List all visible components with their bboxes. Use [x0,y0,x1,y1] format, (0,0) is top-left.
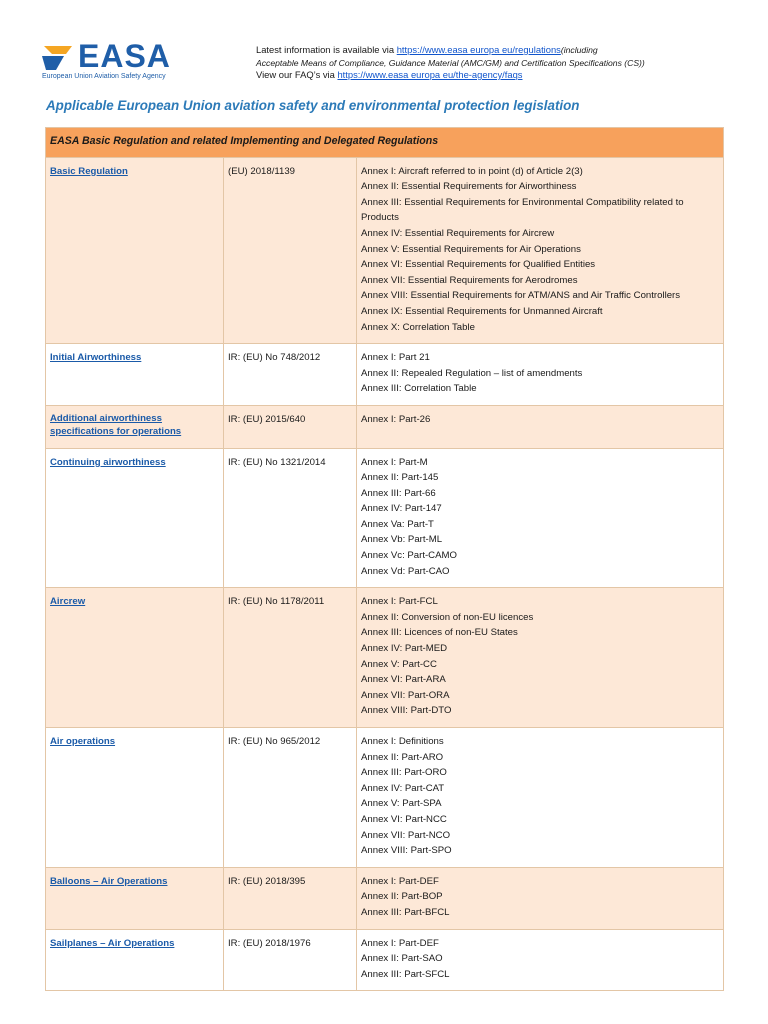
annex-item: Annex V: Part-CC [361,658,437,670]
regulation-reference: IR: (EU) No 748/2012 [224,344,357,406]
easa-logo [42,38,172,84]
table-row [46,405,724,448]
annex-item: Annex VI: Part-ARA [361,674,446,686]
annex-item: Annex VIII: Part-DTO [361,705,452,717]
regulation-link[interactable]: Basic Regulation [50,165,128,177]
table-row [46,929,724,991]
header-line-2: Acceptable Means of Compliance, Guidance Material (AMC/GM) and Certification Specifications (CS)) [256,57,645,68]
annex-item: Annex II: Conversion of non-EU licences [361,611,534,623]
table-row [46,448,724,588]
annex-item: Annex X: Correlation Table [361,321,475,333]
regulation-link[interactable]: Aircrew [50,596,86,608]
annex-list [357,728,724,868]
regulation-link[interactable]: Additional airworthiness specifications for operations [50,412,182,437]
annex-item: Annex III: Licences of non-EU States [361,627,518,639]
table-row [46,588,724,728]
regulation-reference: IR: (EU) 2018/395 [224,867,357,929]
regulation-link[interactable]: Continuing airworthiness [50,456,166,468]
table-row [46,157,724,344]
annex-list [357,344,724,406]
page-title: Applicable European Union aviation safety and environmental protection legislation [46,98,580,113]
annex-item: Annex III: Part-BFCL [361,906,450,918]
regulation-link[interactable]: Sailplanes – Air Operations [50,937,175,949]
annex-item: Annex VII: Part-NCO [361,829,451,841]
regulation-link[interactable]: Air operations [50,736,116,747]
annex-item: Annex VIII: Part-SPO [361,845,452,857]
regulation-name-cell [46,929,224,991]
annex-list [357,405,724,448]
faq-link[interactable]: https://www.easa europa eu/the-agency/faqs [337,69,523,80]
annex-item: Annex II: Part-ARO [361,751,444,763]
annex-item: Annex VI: Essential Requirements for Qualified Entities [361,259,596,271]
annex-item: Annex I: Definitions [361,736,444,747]
annex-item: Annex I: Aircraft referred to in point (d) of Article 2(3) [361,165,583,177]
regulation-reference: IR: (EU) 2015/640 [224,405,357,448]
annex-item: Annex IV: Essential Requirements for Aircrew [361,227,555,239]
annex-item: Annex II: Part-145 [361,472,439,484]
annex-list [357,867,724,929]
regulation-name-cell [46,405,224,448]
annex-list [357,448,724,588]
annex-item: Annex I: Part 21 [361,352,430,364]
regulation-link[interactable]: Initial Airworthiness [50,352,142,364]
regulations-link[interactable]: https://www.easa europa eu/regulations [396,44,561,55]
table-row [46,344,724,406]
annex-item: Annex III: Part-ORO [361,767,447,779]
annex-item: Annex VII: Essential Requirements for Aerodromes [361,274,578,286]
regulation-name-cell [46,867,224,929]
annex-list [357,157,724,344]
annex-list [357,929,724,991]
annex-item: Annex V: Essential Requirements for Air Operations [361,243,581,255]
annex-item: Annex V: Part-SPA [361,798,442,810]
regulation-name-cell [46,157,224,344]
annex-item: Annex II: Part-SAO [361,953,443,965]
section-header-row [46,128,724,158]
header-info [256,44,726,82]
regulation-name-cell [46,588,224,728]
section-header: EASA Basic Regulation and related Implementing and Delegated Regulations [46,128,724,158]
annex-item: Annex III: Essential Requirements for Environmental Compatibility related to Products [361,196,684,224]
regulation-name-cell [46,728,224,868]
annex-item: Annex I: Part-DEF [361,875,439,887]
easa-wing-icon [42,42,76,72]
annex-item: Annex IV: Part-CAT [361,782,445,794]
logo-subtitle: European Union Aviation Safety Agency [42,73,166,80]
regulation-reference: IR: (EU) No 1178/2011 [224,588,357,728]
regulation-name-cell [46,344,224,406]
annex-item: Annex IV: Part-147 [361,503,442,515]
table-row [46,867,724,929]
regulation-reference: (EU) 2018/1139 [224,157,357,344]
annex-item: Annex III: Part-SFCL [361,968,450,980]
annex-item: Annex III: Correlation Table [361,383,477,395]
annex-item: Annex I: Part-DEF [361,937,439,949]
annex-list [357,588,724,728]
annex-item: Annex IV: Part-MED [361,643,448,655]
annex-item: Annex VII: Part-ORA [361,689,450,701]
annex-item: Annex Vd: Part-CAO [361,565,450,577]
annex-item: Annex II: Repealed Regulation – list of amendments [361,367,583,379]
annex-item: Annex Va: Part-T [361,518,434,530]
annex-item: Annex Vb: Part-ML [361,534,443,546]
logo-text: EASA [78,38,171,74]
header-line-1: Latest information is available via https://www.easa europa eu/regulations(including [256,44,598,55]
regulation-reference: IR: (EU) 2018/1976 [224,929,357,991]
regulation-name-cell [46,448,224,588]
annex-item: Annex II: Part-BOP [361,891,443,903]
annex-item: Annex III: Part-66 [361,487,436,499]
regulation-reference: IR: (EU) No 965/2012 [224,728,357,868]
annex-item: Annex IX: Essential Requirements for Unmanned Aircraft [361,305,603,317]
annex-item: Annex I: Part-26 [361,413,431,425]
annex-item: Annex VIII: Essential Requirements for ATM/ANS and Air Traffic Controllers [361,290,681,302]
regulation-link[interactable]: Balloons – Air Operations [50,875,168,887]
table-row [46,728,724,868]
annex-item: Annex II: Essential Requirements for Airworthiness [361,181,577,193]
annex-item: Annex I: Part-FCL [361,596,438,608]
regulation-reference: IR: (EU) No 1321/2014 [224,448,357,588]
annex-item: Annex Vc: Part-CAMO [361,550,457,562]
annex-item: Annex VI: Part-NCC [361,813,447,825]
header-line-3: View our FAQ’s via https://www.easa europa eu/the-agency/faqs [256,69,523,80]
annex-item: Annex I: Part-M [361,456,428,468]
regulations-table [45,127,724,991]
